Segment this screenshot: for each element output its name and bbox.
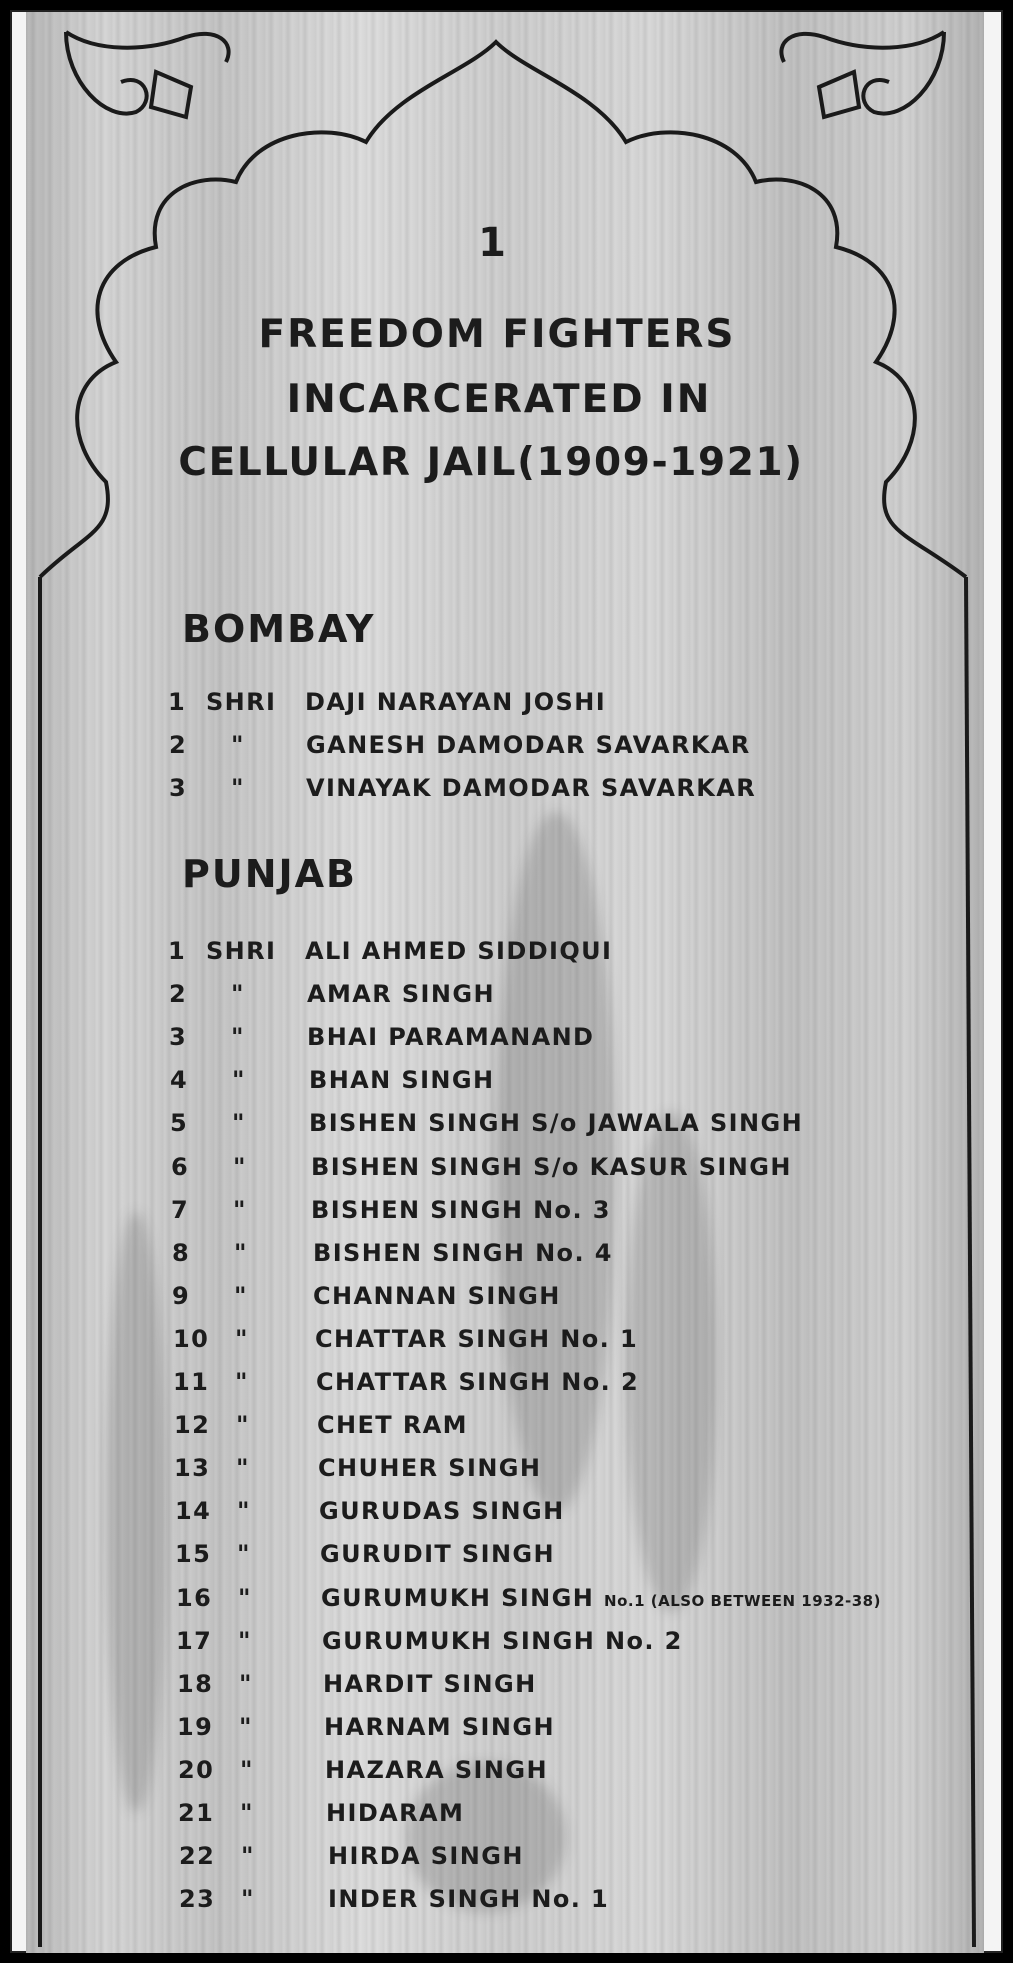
photo-frame — [10, 10, 1003, 1953]
entry-name-text: BHAN SINGH — [309, 1066, 495, 1095]
entry-number: 12 — [174, 1411, 211, 1440]
entry-number: 6 — [171, 1152, 190, 1181]
entry-name — [328, 1842, 524, 1870]
entry-name-text: HAZARA SINGH — [325, 1755, 548, 1784]
list-item — [179, 1885, 959, 1919]
entry-name-text: GANESH DAMODAR SAVARKAR — [306, 731, 751, 759]
entry-prefix: SHRI — [206, 937, 277, 965]
plaque-title-line-1: FREEDOM FIGHTERS — [258, 312, 736, 357]
entry-name-text: CHATTAR SINGH No. 2 — [316, 1368, 640, 1396]
entry-prefix: " — [232, 1066, 246, 1095]
entry-name-text: ALI AHMED SIDDIQUI — [305, 937, 613, 965]
entry-number: 4 — [170, 1066, 189, 1095]
entry-name-text: BHAI PARAMANAND — [307, 1023, 595, 1052]
entry-name — [317, 1411, 468, 1439]
entry-prefix: " — [231, 1023, 245, 1052]
list-item — [173, 1368, 953, 1402]
list-item — [171, 1196, 951, 1230]
entry-prefix: " — [237, 1540, 251, 1569]
entry-name — [307, 1023, 594, 1051]
entry-name — [305, 937, 612, 965]
entry-name — [305, 688, 606, 716]
entry-prefix: " — [231, 980, 245, 1009]
entry-prefix: " — [238, 1626, 252, 1655]
entry-name-text: GURUDIT SINGH — [320, 1540, 556, 1569]
list-item — [175, 1497, 955, 1531]
entry-name-text: HIDARAM — [326, 1799, 465, 1827]
entry-name — [313, 1239, 613, 1267]
entry-note: No.1 (ALSO BETWEEN 1932-38) — [604, 1591, 881, 1610]
entry-prefix: " — [240, 1755, 254, 1784]
entry-name-text: BISHEN SINGH S/o JAWALA SINGH — [309, 1109, 804, 1138]
section-heading-punjab: PUNJAB — [182, 852, 358, 896]
entry-number: 1 — [168, 937, 187, 965]
entry-number: 15 — [175, 1540, 212, 1569]
entry-name-text: CHATTAR SINGH No. 1 — [315, 1324, 639, 1353]
list-item — [171, 1153, 951, 1187]
entry-name-text: CHET RAM — [317, 1411, 468, 1440]
entry-name-text: VINAYAK DAMODAR SAVARKAR — [306, 774, 757, 802]
list-item — [177, 1670, 957, 1704]
entry-name-text: BISHEN SINGH No. 3 — [311, 1195, 611, 1224]
plaque-title-line-2: INCARCERATED IN — [286, 377, 712, 422]
entry-name — [315, 1325, 638, 1353]
plaque-title-line-3: CELLULAR JAIL(1909-1921) — [178, 440, 804, 485]
entry-number: 19 — [177, 1712, 214, 1741]
entry-number: 3 — [169, 1023, 188, 1052]
section-heading-bombay: BOMBAY — [182, 607, 376, 651]
entry-number: 16 — [176, 1583, 213, 1612]
entry-prefix: " — [235, 1324, 249, 1353]
entry-name-text: HARNAM SINGH — [324, 1712, 555, 1741]
list-item — [172, 1282, 952, 1316]
list-item — [169, 774, 949, 808]
entry-name — [318, 1454, 541, 1482]
list-item — [176, 1627, 956, 1661]
entry-name-text: BISHEN SINGH S/o KASUR SINGH — [311, 1152, 792, 1181]
entry-prefix: " — [231, 731, 245, 759]
entry-prefix: " — [236, 1411, 250, 1440]
list-item — [179, 1842, 959, 1876]
entry-prefix: " — [241, 1885, 255, 1914]
entry-prefix: SHRI — [206, 688, 277, 716]
entry-name — [323, 1670, 537, 1698]
entry-number: 3 — [169, 774, 188, 802]
entry-number: 10 — [173, 1324, 210, 1353]
list-item — [175, 1540, 955, 1574]
entry-number: 11 — [173, 1368, 210, 1396]
entry-number: 22 — [179, 1842, 216, 1871]
entry-name-text: GURUMUKH SINGH — [321, 1583, 605, 1612]
list-item — [174, 1454, 954, 1488]
entry-number: 23 — [179, 1885, 216, 1914]
marble-plaque — [26, 12, 984, 1953]
entry-prefix: " — [238, 1583, 252, 1612]
entry-number: 17 — [176, 1626, 213, 1655]
plaque-number: 1 — [478, 220, 508, 266]
entry-prefix: " — [239, 1669, 253, 1698]
entry-number: 9 — [172, 1281, 191, 1310]
list-item — [178, 1756, 958, 1790]
entry-name-text: INDER SINGH No. 1 — [328, 1885, 610, 1914]
entry-prefix: " — [234, 1238, 248, 1267]
entry-name — [307, 980, 495, 1008]
entry-name — [306, 774, 756, 802]
entry-number: 13 — [174, 1454, 211, 1483]
list-item — [169, 731, 949, 765]
list-item — [174, 1411, 954, 1445]
entry-name — [309, 1109, 803, 1137]
entry-name — [313, 1282, 561, 1310]
entry-number: 5 — [170, 1109, 189, 1138]
entry-name — [325, 1756, 548, 1784]
list-item — [176, 1584, 956, 1618]
entry-prefix: " — [234, 1281, 248, 1310]
entry-name-text: BISHEN SINGH No. 4 — [313, 1238, 613, 1267]
entry-number: 14 — [175, 1497, 212, 1526]
entry-number: 2 — [169, 731, 188, 759]
entry-number: 8 — [172, 1238, 191, 1267]
entry-name — [309, 1066, 494, 1094]
entry-name-text: AMAR SINGH — [307, 980, 495, 1009]
list-item — [168, 688, 948, 722]
entry-name-text: CHUHER SINGH — [318, 1454, 542, 1483]
entry-number: 7 — [171, 1195, 190, 1224]
entry-name — [320, 1540, 555, 1568]
list-item — [177, 1713, 957, 1747]
list-item — [173, 1325, 953, 1359]
entry-name — [306, 731, 751, 759]
entry-name-text: GURUDAS SINGH — [319, 1497, 565, 1526]
entry-name — [328, 1885, 609, 1913]
entry-number: 20 — [178, 1755, 215, 1784]
entry-name — [322, 1627, 683, 1655]
list-item — [169, 980, 949, 1014]
entry-prefix: " — [240, 1799, 254, 1827]
entry-prefix: " — [237, 1497, 251, 1526]
list-item — [172, 1239, 952, 1273]
entry-prefix: " — [236, 1454, 250, 1483]
entry-name — [311, 1196, 611, 1224]
entry-name-text: DAJI NARAYAN JOSHI — [305, 688, 607, 716]
entry-number: 2 — [169, 980, 188, 1009]
entry-number: 1 — [168, 688, 187, 716]
entry-number: 18 — [177, 1669, 214, 1698]
entry-name — [316, 1368, 639, 1396]
entry-prefix: " — [239, 1712, 253, 1741]
entry-name — [321, 1584, 881, 1612]
list-item — [168, 937, 948, 971]
entry-name — [326, 1799, 464, 1827]
entry-prefix: " — [231, 774, 245, 802]
list-item — [178, 1799, 958, 1833]
entry-name — [311, 1153, 792, 1181]
entry-number: 21 — [178, 1799, 215, 1827]
entry-prefix: " — [233, 1152, 247, 1181]
entry-name-text: HARDIT SINGH — [323, 1669, 537, 1698]
list-item — [169, 1023, 949, 1057]
list-item — [170, 1066, 950, 1100]
entry-name — [319, 1497, 565, 1525]
entry-name — [324, 1713, 555, 1741]
entry-name-text: GURUMUKH SINGH No. 2 — [322, 1626, 683, 1655]
entry-prefix: " — [233, 1195, 247, 1224]
entry-name-text: CHANNAN SINGH — [313, 1281, 561, 1310]
list-item — [170, 1109, 950, 1143]
entry-prefix: " — [232, 1109, 246, 1138]
entry-name-text: HIRDA SINGH — [328, 1842, 524, 1871]
entry-prefix: " — [235, 1368, 249, 1396]
entry-prefix: " — [241, 1842, 255, 1871]
